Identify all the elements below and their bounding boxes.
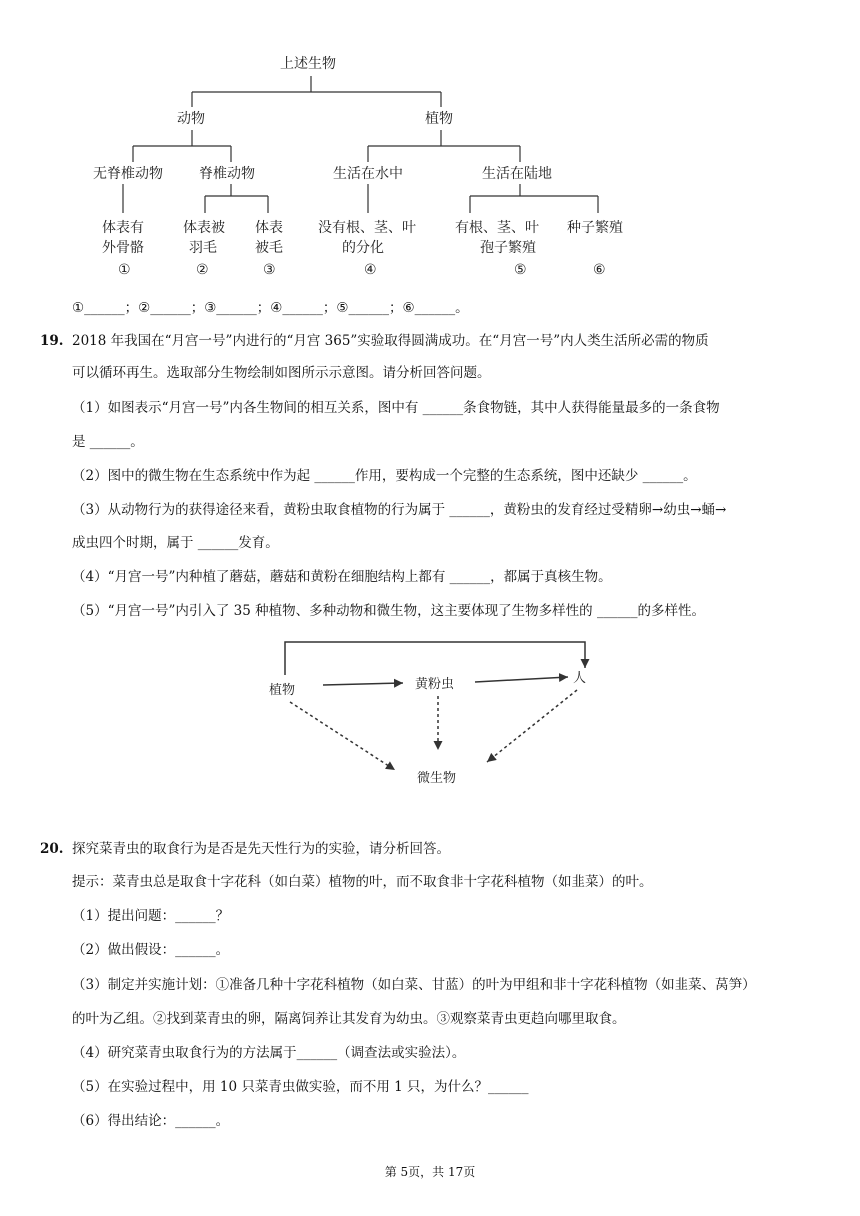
leaf1-line2: 外骨骼 — [102, 240, 144, 256]
node-plant: 植物 — [269, 683, 296, 698]
q19-line: 成虫四个时期，属于 ______发育。 — [72, 535, 279, 551]
q20-line: 提示：菜青虫总是取食十字花科（如白菜）植物的叶，而不取食非十字花科植物（如韭菜）的叶。 — [72, 874, 653, 890]
q19-line: （3）从动物行为的获得途径来看，黄粉虫取食植物的行为属于 ______，黄粉虫的发育经过受精卵→幼虫→蛹→ — [72, 502, 727, 518]
q19-line: （5）“月宫一号”内引入了 35 种植物、多种动物和微生物，这主要体现了生物多样性的 ______的多样性。 — [72, 603, 705, 619]
leaf5-line1: 有根、茎、叶 — [455, 220, 539, 236]
leaf2-num: ② — [196, 262, 209, 278]
leaf5-line2: 孢子繁殖 — [480, 240, 536, 256]
tree-water: 生活在水中 — [333, 166, 403, 182]
leaf4-line1: 没有根、茎、叶 — [318, 220, 416, 236]
q20-line: （3）制定并实施计划：①准备几种十字花科植物（如白菜、甘蓝）的叶为甲组和非十字花科植物（如韭菜、莴笋） — [72, 977, 756, 993]
leaf2-line2: 羽毛 — [189, 240, 217, 256]
tree-invertebrate: 无脊椎动物 — [93, 166, 163, 182]
node-insect: 黄粉虫 — [415, 677, 455, 692]
leaf4-line2: 的分化 — [342, 240, 384, 256]
leaf2-line1: 体表被 — [183, 220, 225, 236]
leaf6-line1: 种子繁殖 — [567, 220, 623, 236]
q19-line: （2）图中的微生物在生态系统中作为起 ______作用，要构成一个完整的生态系统，图中还缺少 ______。 — [72, 468, 697, 484]
node-human: 人 — [573, 671, 587, 686]
q19-line: 2018 年我国在“月宫一号”内进行的“月宫 365”实验取得圆满成功。在“月宫一号”内人类生活所必需的物质 — [72, 333, 709, 349]
q19-line: （4）“月宫一号”内种植了蘑菇，蘑菇和黄粉在细胞结构上都有 ______，都属于真核生物。 — [72, 569, 612, 585]
classification-tree — [0, 0, 860, 300]
leaf5-num: ⑤ — [514, 262, 527, 278]
tree-animal: 动物 — [177, 111, 205, 127]
tree-land: 生活在陆地 — [482, 166, 552, 182]
leaf1-num: ① — [118, 262, 131, 278]
leaf3-line1: 体表 — [255, 220, 283, 236]
q20-line: 探究菜青虫的取食行为是否是先天性行为的实验，请分析回答。 — [72, 841, 450, 857]
tree-plant: 植物 — [425, 111, 453, 127]
q20-line: （1）提出问题：______？ — [72, 908, 230, 924]
q20-line: （5）在实验过程中，用 10 只菜青虫做实验，而不用 1 只，为什么？______ — [72, 1079, 529, 1095]
leaf1-line1: 体表有 — [102, 220, 144, 236]
leaf3-line2: 被毛 — [255, 240, 283, 256]
leaf3-num: ③ — [263, 262, 276, 278]
q20-line: 的叶为乙组。②找到菜青虫的卵，隔离饲养让其发育为幼虫。③观察菜青虫更趋向哪里取食。 — [72, 1011, 626, 1027]
leaf4-num: ④ — [364, 262, 377, 278]
node-microbe: 微生物 — [417, 771, 457, 786]
food-web-diagram — [255, 630, 615, 800]
tree-root: 上述生物 — [280, 56, 336, 72]
q19-line: （1）如图表示“月宫一号”内各生物间的相互关系，图中有 ______条食物链，其中人获得能量最多的一条食物 — [72, 400, 720, 416]
leaf6-num: ⑥ — [593, 262, 606, 278]
tree-answer-line: ①______；②______；③______；④______；⑤______；⑥______。 — [72, 300, 469, 316]
page-footer: 第 5页，共 17页 — [384, 1165, 476, 1179]
q19-number: 19. — [40, 333, 64, 349]
tree-vertebrate: 脊椎动物 — [199, 166, 255, 182]
q20-line: （6）得出结论：______。 — [72, 1113, 230, 1129]
q19-line: 可以循环再生。选取部分生物绘制如图所示示意图。请分析回答问题。 — [72, 365, 491, 381]
q20-number: 20. — [40, 841, 64, 857]
q20-line: （2）做出假设：______。 — [72, 942, 230, 958]
q20-line: （4）研究菜青虫取食行为的方法属于______（调查法或实验法）。 — [72, 1045, 466, 1061]
q19-line: 是 ______。 — [72, 434, 144, 450]
